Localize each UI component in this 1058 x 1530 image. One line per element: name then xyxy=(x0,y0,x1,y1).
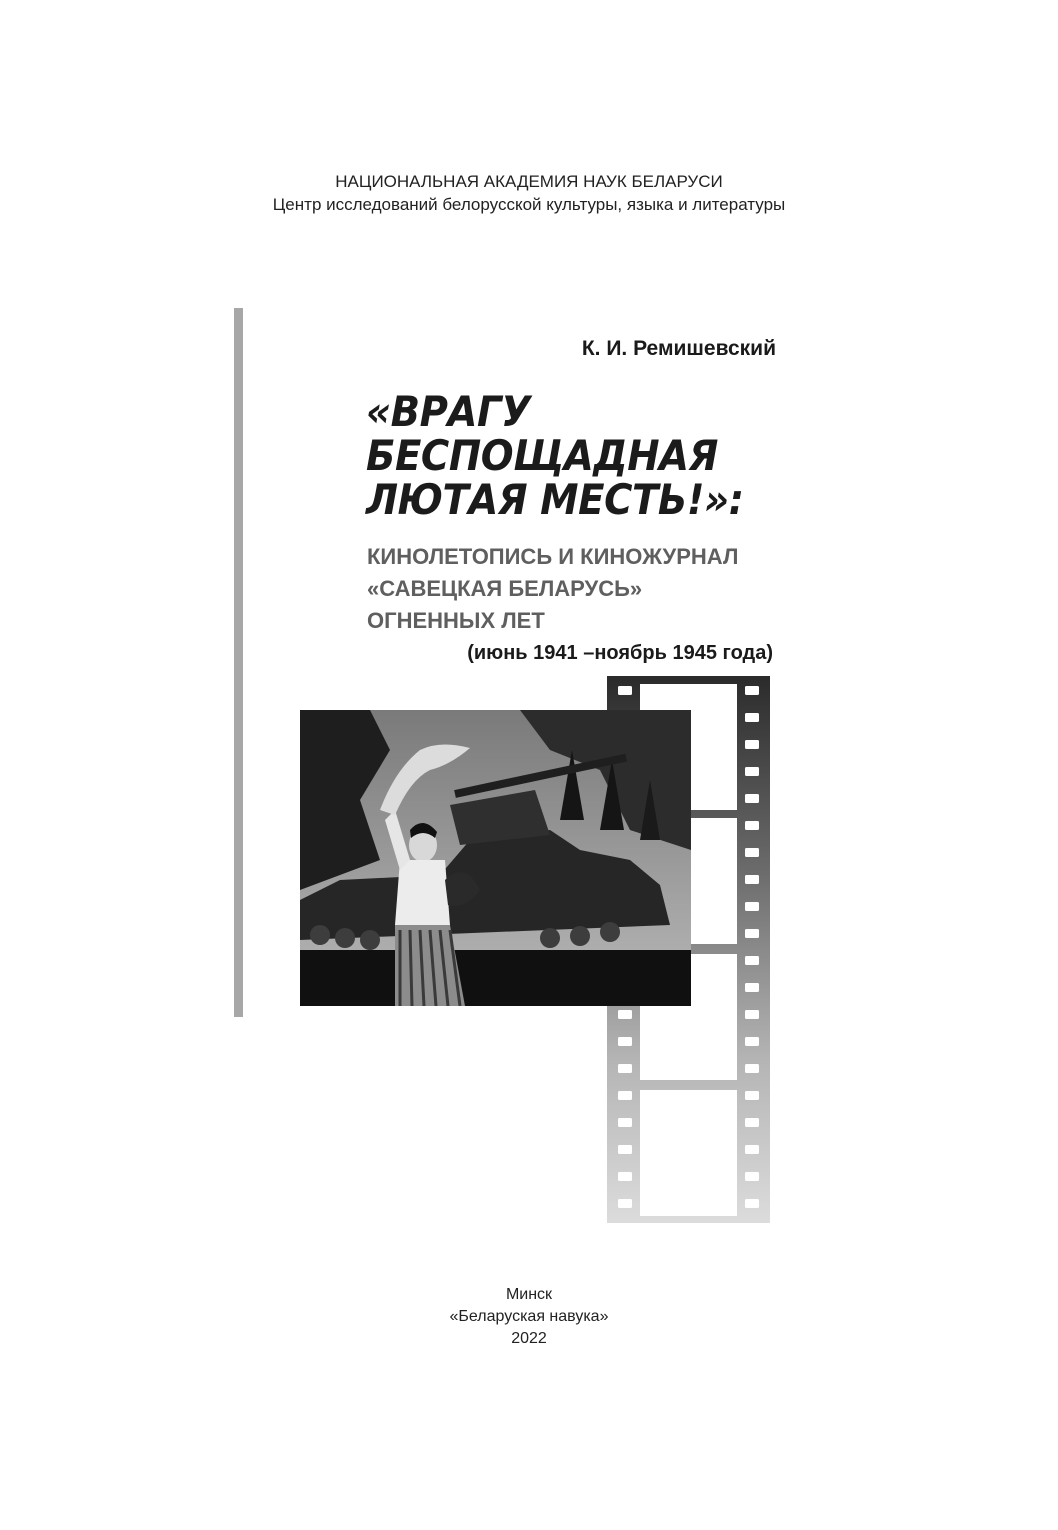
film-perforation xyxy=(745,1037,759,1046)
film-perforation xyxy=(745,686,759,695)
film-perforation xyxy=(745,794,759,803)
film-perforation xyxy=(618,1145,632,1154)
film-perforation xyxy=(618,1064,632,1073)
film-perforation xyxy=(745,1172,759,1181)
film-perforation xyxy=(745,740,759,749)
film-perforation xyxy=(618,1172,632,1181)
subtitle-line: КИНОЛЕТОПИСЬ И КИНОЖУРНАЛ xyxy=(367,544,739,569)
author-name: К. И. Ремишевский xyxy=(581,337,776,360)
film-perforation xyxy=(618,1010,632,1019)
book-title xyxy=(366,387,789,524)
title-line: БЕСПОЩАДНАЯ xyxy=(366,431,718,480)
publication-year: 2022 xyxy=(511,1330,547,1347)
film-perforation xyxy=(618,686,632,695)
publication-city: Минск xyxy=(505,1286,553,1303)
film-perforation xyxy=(745,1010,759,1019)
film-perforation xyxy=(745,848,759,857)
film-perforation xyxy=(745,1118,759,1127)
film-perforation xyxy=(745,1091,759,1100)
date-range: (июнь 1941 –ноябрь 1945 года) xyxy=(467,642,773,664)
academy-name: НАЦИОНАЛЬНАЯ АКАДЕМИЯ НАУК БЕЛАРУСИ xyxy=(335,172,723,191)
subtitle-line: ОГНЕННЫХ ЛЕТ xyxy=(367,608,545,633)
film-perforation xyxy=(745,1145,759,1154)
film-perforation xyxy=(618,1199,632,1208)
film-perforation xyxy=(618,1091,632,1100)
film-perforation xyxy=(745,929,759,938)
book-subtitle xyxy=(367,541,738,637)
decorative-side-bar xyxy=(234,308,243,1017)
tank-photo xyxy=(300,710,691,1006)
publisher-name: «Беларуская навука» xyxy=(449,1308,609,1325)
title-line: ЛЮТАЯ МЕСТЬ!»: xyxy=(366,475,744,524)
film-perforation xyxy=(745,875,759,884)
film-perforation xyxy=(618,1037,632,1046)
film-perforation xyxy=(745,821,759,830)
film-perforation xyxy=(745,1064,759,1073)
film-perforation xyxy=(745,713,759,722)
film-perforation xyxy=(745,767,759,776)
title-line: «ВРАГУ xyxy=(366,387,531,436)
research-center-name: Центр исследований белорусской культуры, языка и литературы xyxy=(272,195,786,214)
film-perforation xyxy=(745,956,759,965)
subtitle-line: «САВЕЦКАЯ БЕЛАРУСЬ» xyxy=(367,576,643,601)
film-perforation xyxy=(745,983,759,992)
imprint-block xyxy=(0,1284,1058,1350)
institution-block xyxy=(0,170,1058,216)
film-perforation xyxy=(618,1118,632,1127)
film-perforation xyxy=(745,902,759,911)
film-perforation xyxy=(745,1199,759,1208)
